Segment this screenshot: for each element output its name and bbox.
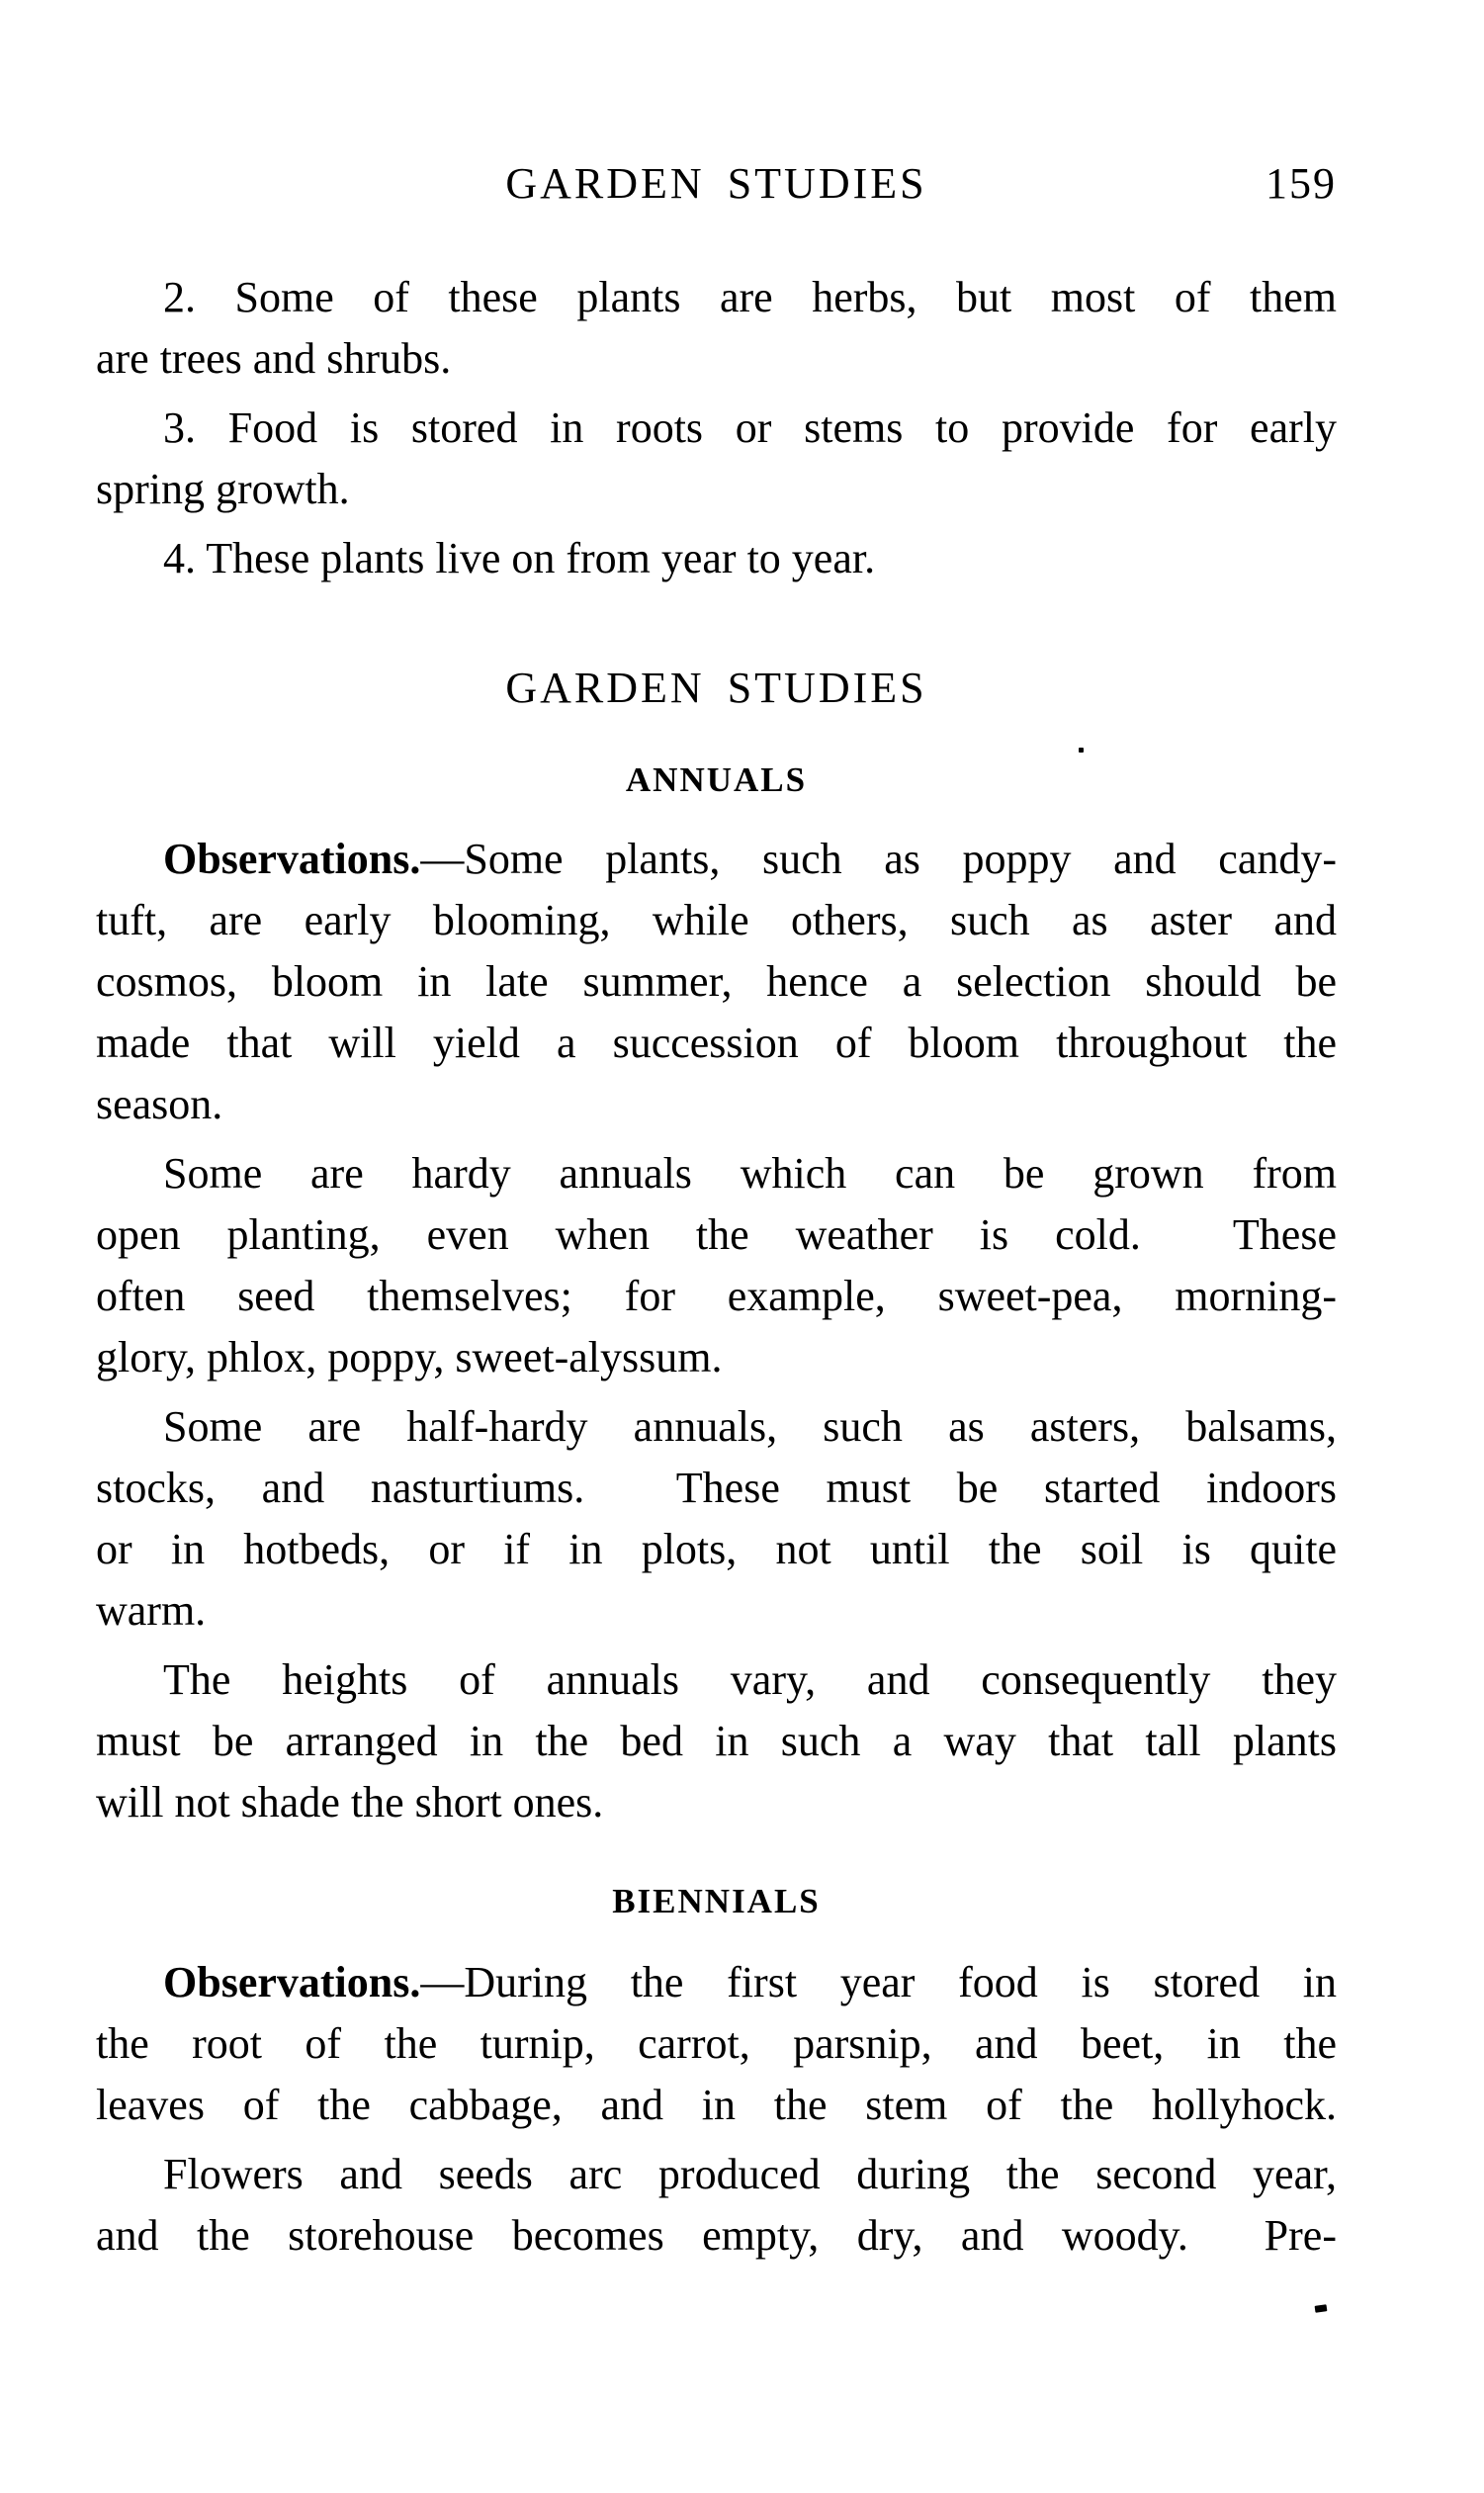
page-number: 159 [1266, 159, 1337, 208]
heights-of-annuals-paragraph [96, 1649, 1337, 1833]
text-line: or in hotbeds, or if in plots, not until the soil is quite [96, 1525, 1337, 1573]
text-line: 4. These plants live on from year to year. [163, 534, 876, 582]
page-body [96, 267, 1337, 2267]
ink-speck [1079, 748, 1084, 753]
chapter-heading: GARDEN STUDIES [505, 664, 927, 712]
text-line: Observations.—During the first year food is stored in [163, 1958, 1337, 2006]
text-line: tuft, are early blooming, while others, such as aster and [96, 896, 1337, 944]
text-line: the root of the turnip, carrot, parsnip, and beet, in the [96, 2019, 1337, 2068]
text-line: cosmos, bloom in late summer, hence a selection should be [96, 957, 1337, 1006]
hardy-annuals-paragraph [96, 1143, 1337, 1388]
half-hardy-annuals-paragraph [96, 1396, 1337, 1642]
ink-speck [1315, 2304, 1328, 2313]
text-line: must be arranged in the bed in such a way that tall plants [96, 1717, 1337, 1765]
text-line: warm. [96, 1586, 207, 1635]
text-line: Some are hardy annuals which can be grown from [163, 1149, 1337, 1198]
text-line: 3. Food is stored in roots or stems to provide for early [163, 403, 1337, 452]
text-line: leaves of the cabbage, and in the stem of the hollyhock. [96, 2081, 1337, 2129]
annuals-observations-paragraph [96, 829, 1337, 1135]
text-line: often seed themselves; for example, sweet-pea, morning- [96, 1272, 1337, 1320]
text-line: stocks, and nasturtiums. These must be started indoors [96, 1464, 1337, 1512]
text-line: made that will yield a succession of bloom throughout the [96, 1019, 1337, 1067]
section-heading-biennials: BIENNIALS [612, 1882, 821, 1920]
numbered-item-2 [96, 267, 1337, 390]
flowers-and-seeds-paragraph [96, 2144, 1337, 2267]
text-line: Some are half-hardy annuals, such as asters, balsams, [163, 1402, 1337, 1451]
text-line: The heights of annuals vary, and consequently they [163, 1655, 1337, 1704]
text-line: glory, phlox, poppy, sweet-alyssum. [96, 1333, 723, 1381]
text-line: open planting, even when the weather is cold. These [96, 1210, 1337, 1259]
running-header-title: GARDEN STUDIES [505, 159, 927, 208]
text-line: season. [96, 1080, 223, 1128]
numbered-item-3 [96, 398, 1337, 520]
section-heading-annuals: ANNUALS [625, 760, 808, 799]
text-line: are trees and shrubs. [96, 334, 452, 383]
text-line: Flowers and seeds arc produced during the second year, [163, 2150, 1337, 2198]
text-line: spring growth. [96, 465, 350, 513]
text-line: and the storehouse becomes empty, dry, and woody. Pre- [96, 2211, 1337, 2260]
text-line: 2. Some of these plants are herbs, but most of them [163, 273, 1337, 321]
observations-lead: Observations. [163, 1958, 421, 2006]
running-header [96, 0, 1337, 210]
biennials-observations-paragraph [96, 1952, 1337, 2136]
text-line: Observations.—Some plants, such as poppy and candy- [163, 835, 1337, 883]
observations-lead: Observations. [163, 835, 421, 883]
numbered-item-4 [96, 528, 1337, 589]
text-line: will not shade the short ones. [96, 1778, 604, 1826]
